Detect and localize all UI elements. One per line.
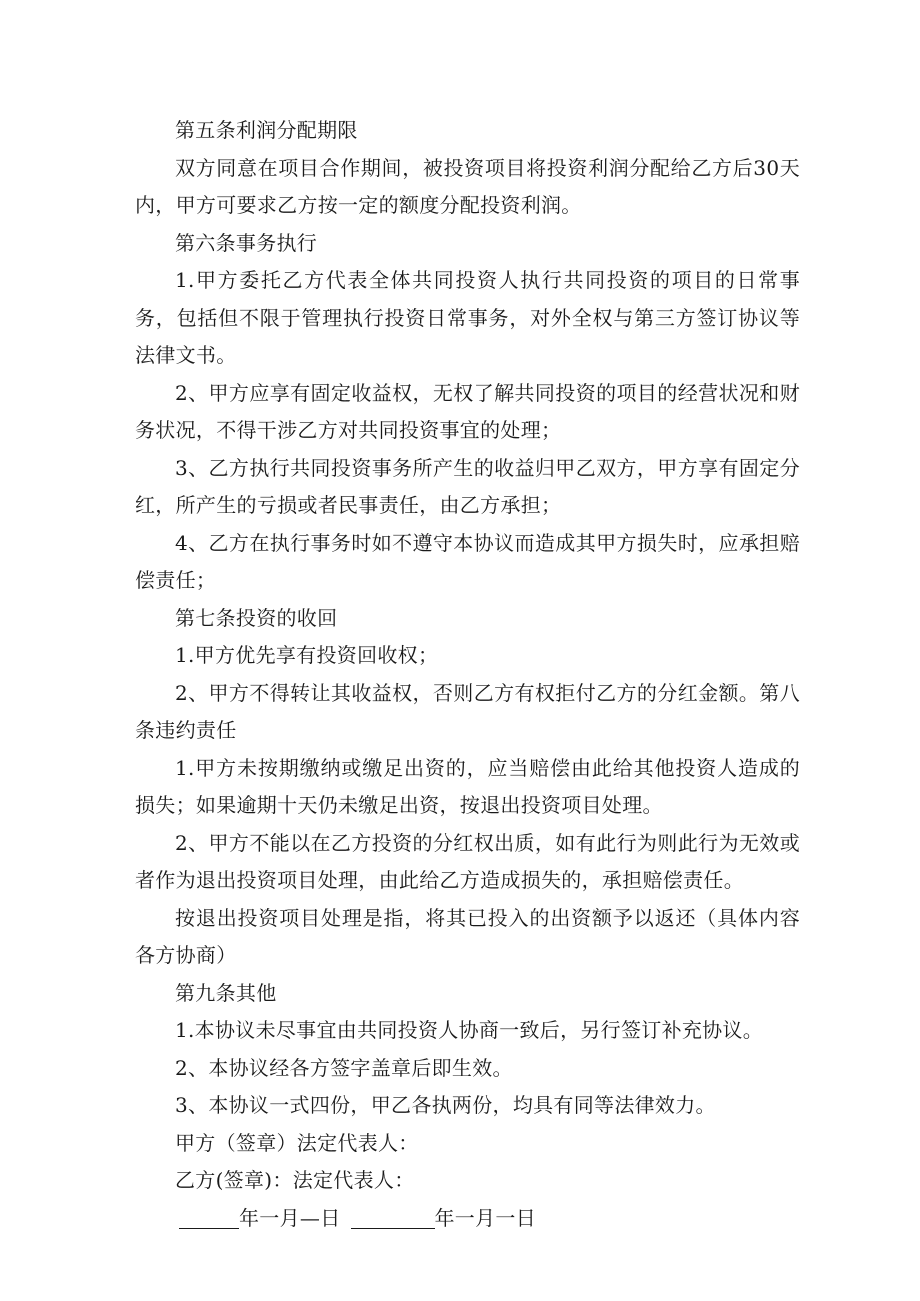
date-text-2: 年一月一日 [434, 1205, 536, 1230]
article-9-clause-2: 2、本协议经各方签字盖章后即生效。 [175, 1055, 513, 1080]
date-blank-2 [351, 1204, 435, 1229]
party-a-signature-line: 甲方（签章）法定代表人： [175, 1130, 419, 1155]
article-5-heading: 第五条利润分配期限 [175, 118, 358, 142]
article-9-heading: 第九条其他 [175, 980, 277, 1005]
article-7-clause-1: 1.甲方优先享有投资回收权； [175, 643, 439, 667]
article-6-clause-4: 4、乙方在执行事务时如不遵守本协议而造成其甲方损失时，应承担赔偿责任； [135, 530, 800, 592]
signing-date-line [135, 1200, 800, 1238]
article-6-clause-3: 3、乙方执行共同投资事务所产生的收益归甲乙双方，甲方享有固定分红，所产生的亏损或者民事责任，由乙方承担； [135, 455, 800, 517]
article-9-clause-3: 3、本协议一式四份，甲乙各执两份，均具有同等法律效力。 [175, 1093, 716, 1117]
article-9-clause-1: 1.本协议未尽事宜由共同投资人协商一致后，另行签订补充协议。 [175, 1018, 764, 1042]
article-8-clause-1: 1.甲方未按期缴纳或缴足出资的，应当赔偿由此给其他投资人造成的损失；如果逾期十天仍未缴足出资，按退出投资项目处理。 [135, 755, 800, 817]
date-text-1: 年一月—日 [239, 1205, 341, 1230]
date-blank-1 [179, 1204, 239, 1229]
article-6-clause-1: 1.甲方委托乙方代表全体共同投资人执行共同投资的项目的日常事务，包括但不限于管理执行投资日常事务，对外全权与第三方签订协议等法律文书。 [135, 268, 800, 367]
article-5-paragraph: 双方同意在项目合作期间，被投资项目将投资利润分配给乙方后30天内，甲方可要求乙方按一定的额度分配投资利润。 [135, 155, 800, 217]
document-body [135, 112, 800, 1237]
article-7-clause-2: 2、甲方不得转让其收益权，否则乙方有权拒付乙方的分红金额。第八条违约责任 [135, 680, 800, 742]
article-6-clause-2: 2、甲方应享有固定收益权，无权了解共同投资的项目的经营状况和财务状况，不得干涉乙方对共同投资事宜的处理； [135, 380, 800, 442]
article-7-heading: 第七条投资的收回 [175, 605, 338, 630]
party-b-signature-line: 乙方(签章)：法定代表人： [175, 1168, 415, 1192]
article-6-heading: 第六条事务执行 [175, 230, 318, 255]
article-8-clause-2: 2、甲方不能以在乙方投资的分红权出质，如有此行为则此行为无效或者作为退出投资项目处理，由此给乙方造成损失的，承担赔偿责任。 [135, 830, 800, 892]
article-8-note: 按退出投资项目处理是指，将其已投入的出资额予以返还（具体内容各方协商） [135, 905, 800, 967]
